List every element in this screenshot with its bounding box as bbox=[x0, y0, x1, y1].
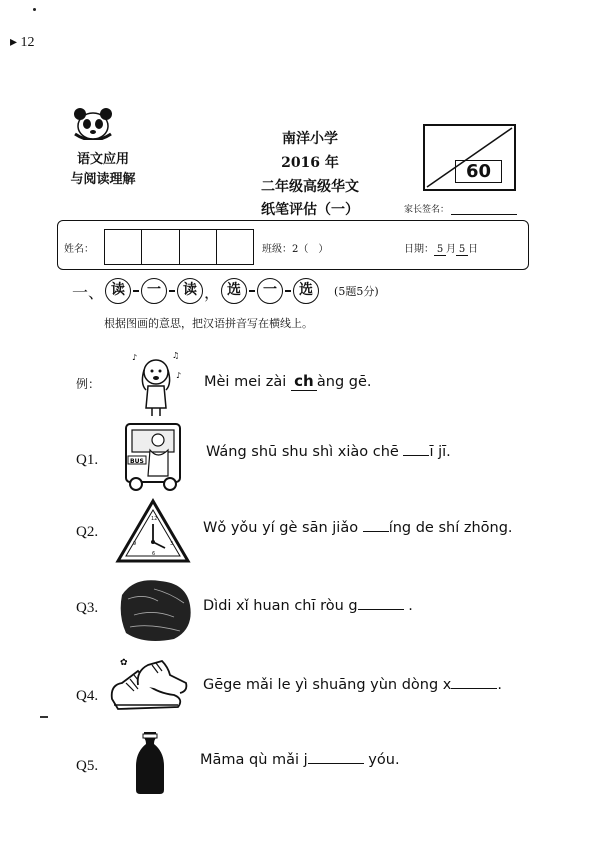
question-sentence bbox=[203, 677, 502, 693]
scan-dot bbox=[33, 8, 36, 11]
sentence-text: Dìdi xǐ huan chī ròu g bbox=[203, 598, 358, 614]
month-char: 月 bbox=[446, 244, 456, 255]
svg-text:♪: ♪ bbox=[176, 371, 182, 380]
question-label: Q3. bbox=[76, 600, 99, 616]
total-score: 60 bbox=[455, 160, 502, 183]
name-box[interactable] bbox=[217, 230, 253, 264]
answer-blank[interactable] bbox=[451, 688, 497, 689]
svg-text:BUS: BUS bbox=[130, 458, 144, 465]
circled-char: 读 bbox=[177, 278, 203, 304]
section-comma: ， bbox=[204, 282, 221, 302]
meat-floss-icon bbox=[114, 575, 196, 645]
bus-driver-icon bbox=[122, 420, 184, 492]
name-box[interactable] bbox=[105, 230, 142, 264]
assessment-name: 纸笔评估（一） bbox=[261, 202, 359, 218]
question-sentence bbox=[203, 520, 513, 536]
name-boxes[interactable] bbox=[104, 229, 254, 265]
svg-text:♪: ♪ bbox=[132, 353, 138, 362]
answer-blank[interactable] bbox=[358, 609, 404, 610]
sentence-text: Gēge mǎi le yì shuāng yùn dòng x bbox=[203, 677, 452, 693]
parent-signature-label: 家长签名： bbox=[404, 205, 450, 215]
class-label: 班级：2（ ） bbox=[262, 244, 329, 255]
svg-text:♫: ♫ bbox=[172, 351, 180, 360]
question-sentence bbox=[203, 598, 413, 614]
sentence-text: yóu. bbox=[363, 752, 400, 768]
circled-char: 选 bbox=[293, 278, 319, 304]
date-label: 日期： bbox=[404, 244, 434, 255]
brand-line-2: 与阅读理解 bbox=[70, 172, 136, 187]
question-label: 例： bbox=[76, 377, 101, 391]
grade-subject: 二年级高级华文 bbox=[261, 179, 359, 195]
name-box[interactable] bbox=[142, 230, 179, 264]
page-number: ▸ 12 bbox=[10, 35, 35, 50]
svg-text:9: 9 bbox=[133, 541, 137, 547]
section-score: (5题5分) bbox=[334, 285, 379, 298]
sentence-text: íng de shí zhōng. bbox=[388, 520, 513, 536]
day-char: 日 bbox=[468, 244, 478, 255]
sneakers-icon bbox=[108, 655, 188, 715]
page-number-value: 12 bbox=[20, 35, 35, 50]
sentence-text: Wǒ yǒu yí gè sān jiǎo bbox=[203, 520, 363, 536]
date-day: 5 bbox=[456, 244, 468, 256]
school-name: 南洋小学 bbox=[282, 131, 338, 147]
sentence-text: . bbox=[497, 677, 502, 693]
sentence-text: Mèi mei zài bbox=[204, 374, 291, 390]
section-title bbox=[72, 278, 379, 304]
question-sentence bbox=[200, 752, 400, 768]
question-label: Q4. bbox=[76, 688, 99, 704]
circled-char: 一 bbox=[257, 278, 283, 304]
name-box[interactable] bbox=[180, 230, 217, 264]
sauce-bottle-icon bbox=[130, 730, 170, 796]
question-label: Q1. bbox=[76, 452, 99, 468]
svg-text:12: 12 bbox=[151, 516, 158, 522]
instruction: 根据图画的意思，把汉语拼音写在横线上。 bbox=[104, 317, 313, 330]
date-month: 5 bbox=[434, 244, 446, 256]
singing-girl-icon bbox=[126, 350, 184, 418]
parent-signature-line[interactable] bbox=[451, 214, 517, 215]
svg-text:6: 6 bbox=[152, 551, 156, 557]
section-number: 一、 bbox=[72, 282, 105, 302]
date-field bbox=[404, 240, 478, 256]
svg-text:✿: ✿ bbox=[120, 658, 128, 668]
circled-char: 读 bbox=[105, 278, 131, 304]
year: 2016 年 bbox=[281, 155, 339, 171]
sentence-text: àng gē. bbox=[316, 374, 372, 390]
answer-blank[interactable] bbox=[308, 763, 364, 764]
example-sentence bbox=[204, 372, 372, 391]
sentence-text: Wáng shū shu shì xiào chē bbox=[206, 444, 404, 460]
sentence-text: . bbox=[403, 598, 413, 614]
score-box bbox=[423, 124, 516, 191]
answer-blank[interactable] bbox=[403, 455, 429, 456]
scan-mark bbox=[40, 716, 48, 718]
panda-logo-icon bbox=[70, 106, 116, 140]
triangle-clock-icon bbox=[115, 498, 191, 564]
name-label: 姓名： bbox=[64, 244, 94, 255]
sentence-text: Māma qù mǎi j bbox=[200, 752, 308, 768]
brand-line-1: 语文应用 bbox=[76, 152, 129, 167]
question-label: Q2. bbox=[76, 524, 99, 540]
sentence-text: ī jī. bbox=[429, 444, 451, 460]
circled-char: 选 bbox=[221, 278, 247, 304]
circled-char: 一 bbox=[141, 278, 167, 304]
svg-text:3: 3 bbox=[170, 541, 174, 547]
answer-blank[interactable] bbox=[363, 531, 389, 532]
question-sentence bbox=[206, 444, 451, 460]
answer-blank: ch bbox=[291, 372, 317, 391]
question-label: Q5. bbox=[76, 758, 99, 774]
